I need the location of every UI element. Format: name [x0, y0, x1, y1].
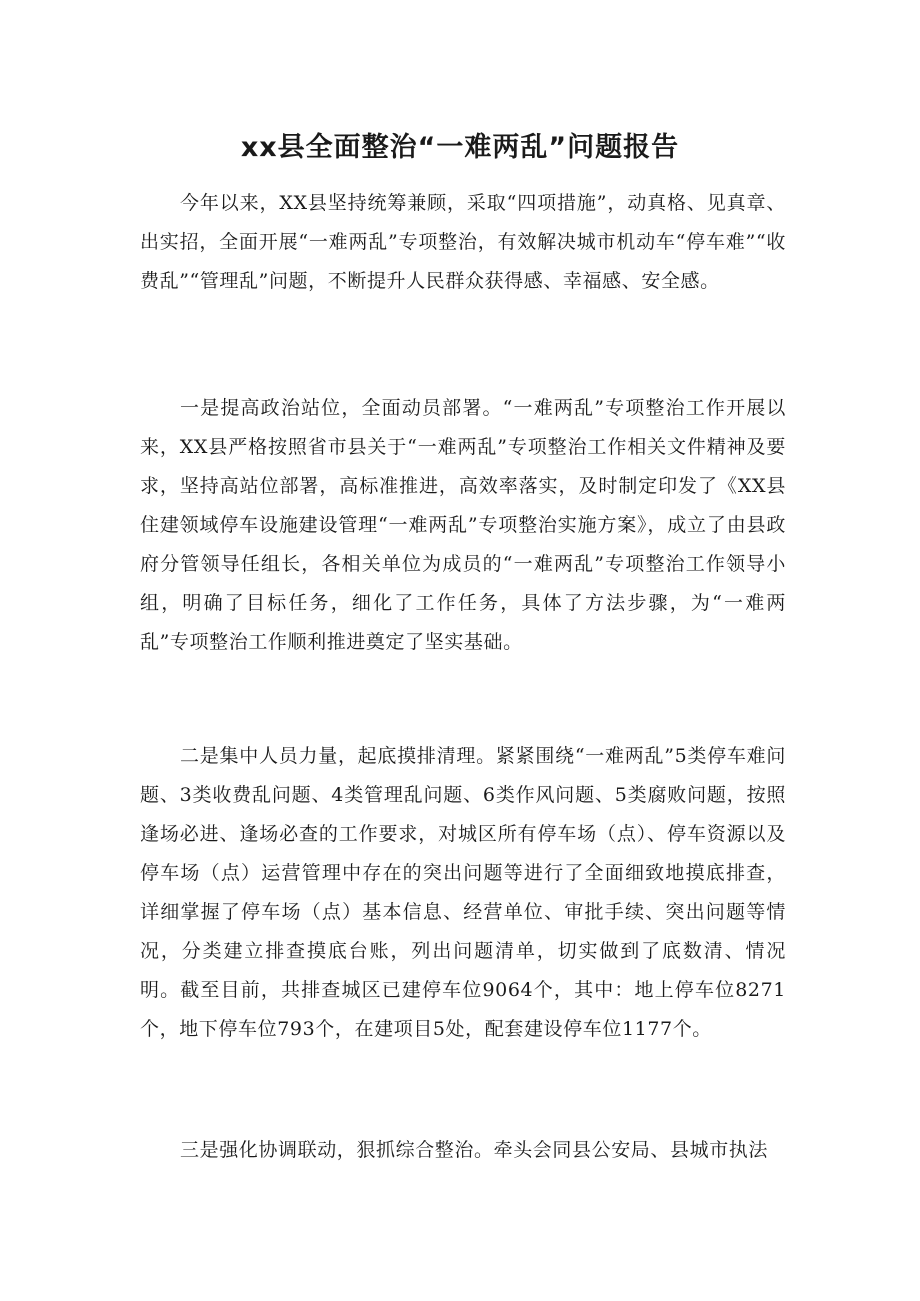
- paragraph-section-2: 二是集中人员力量，起底摸排清理。紧紧围绕“一难两乱”5类停车难问题、3类收费乱问题、4类管理乱问题、6类作风问题、5类腐败问题，按照逢场必进、逢场必查的工作要求，对城区所有停车场（点）、停车资源以及停车场（点）运营管理中存在的突出问题等进行了全面细致地摸底排查，详细掌握了停车场（点）基本信息、经营单位、审批手续、突出问题等情况，分类建立排查摸底台账，列出问题清单，切实做到了底数清、情况明。截至目前，共排查城区已建停车位9064个，其中：地上停车位8271个，地下停车位793个，在建项目5处，配套建设停车位1177个。: [140, 745, 786, 1040]
- paragraph-section-3: 三是强化协调联动，狠抓综合整治。牵头会同县公安局、县城市执法: [180, 1139, 769, 1161]
- paragraph-intro: 今年以来，XX县坚持统筹兼顾，采取“四项措施”，动真格、见真章、出实招，全面开展“一难两乱”专项整治，有效解决城市机动车“停车难”“收费乱”“管理乱”问题，不断提升人民群众获得感、幸福感、安全感。: [140, 192, 786, 292]
- paragraph-section-1: 一是提高政治站位，全面动员部署。“一难两乱”专项整治工作开展以来，XX县严格按照省市县关于“一难两乱”专项整治工作相关文件精神及要求，坚持高站位部署，高标准推进，高效率落实，及时制定印发了《XX县住建领域停车设施建设管理“一难两乱”专项整治实施方案》，成立了由县政府分管领导任组长，各相关单位为成员的“一难两乱”专项整治工作领导小组，明确了目标任务，细化了工作任务，具体了方法步骤，为“一难两乱”专项整治工作顺利推进奠定了坚实基础。: [140, 397, 786, 653]
- document-title: xx县全面整治“一难两乱”问题报告: [240, 132, 680, 163]
